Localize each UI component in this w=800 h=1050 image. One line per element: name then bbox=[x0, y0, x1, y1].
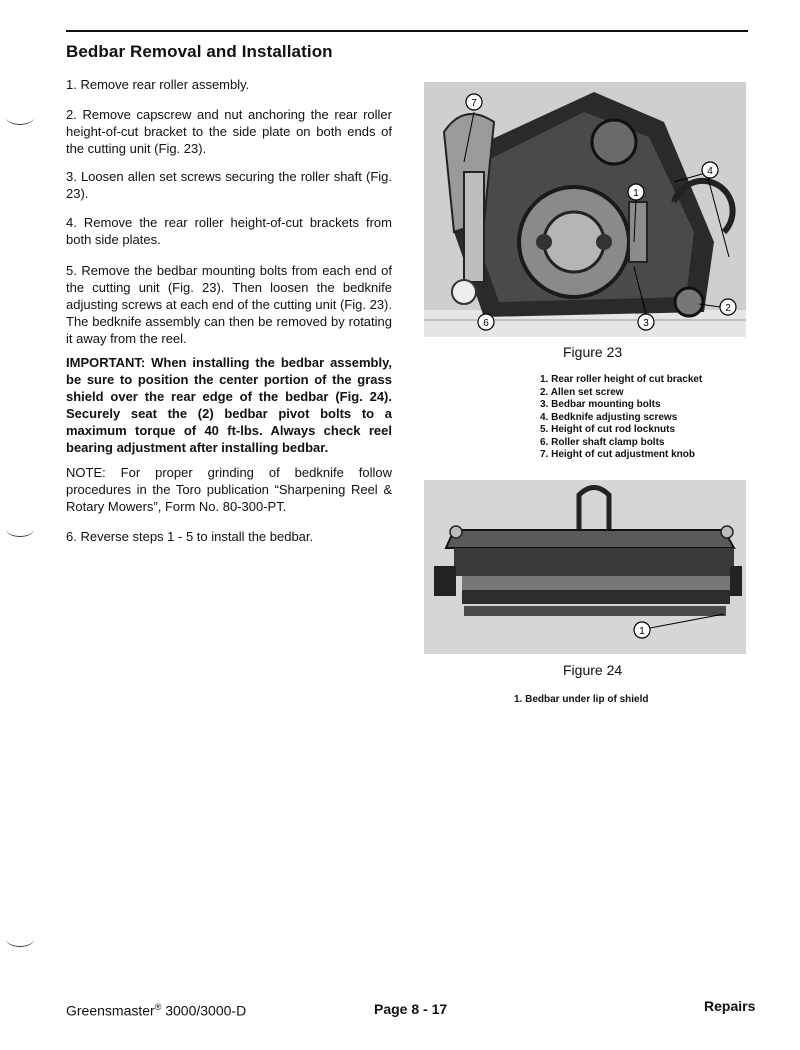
figure-24-caption: 1. Bedbar under lip of shield bbox=[514, 694, 649, 705]
footer-model: 3000/3000-D bbox=[161, 1002, 247, 1019]
figure-24-label: Figure 24 bbox=[563, 662, 623, 678]
bedbar-shield-illustration bbox=[424, 480, 746, 654]
step-2: 2. Remove capscrew and nut anchoring the rear roller height-of-cut bracket to the side plate on both ends of the cutting unit (Fig. 23). bbox=[66, 107, 392, 156]
figure-23-legend bbox=[540, 374, 702, 462]
grinding-note: NOTE: For proper grinding of bedknife follow procedures in the Toro publication “Sharpening Reel & Rotary Mowers”, Form No. 80-300-PT. bbox=[66, 465, 392, 514]
callout-1: 1 bbox=[633, 188, 639, 199]
top-rule bbox=[66, 30, 748, 32]
step-4: 4. Remove the rear roller height-of-cut brackets from both side plates. bbox=[66, 215, 392, 247]
section-title: Bedbar Removal and Installation bbox=[66, 42, 333, 61]
step-3: 3. Loosen allen set screws securing the roller shaft (Fig. 23). bbox=[66, 169, 392, 201]
legend-item: 7. Height of cut adjustment knob bbox=[540, 449, 696, 460]
callout-2: 2 bbox=[725, 303, 731, 314]
legend-item: 3. Bedbar mounting bolts bbox=[540, 399, 661, 410]
punch-hole-mark bbox=[6, 932, 34, 947]
callout-6: 6 bbox=[483, 318, 489, 329]
step-5: 5. Remove the bedbar mounting bolts from each end of the cutting unit (Fig. 23). Then loosen the bedknife adjusting screws at each end of the cutting unit (Fig. 23). The bedknife assembly can then be removed by rotating it away from the reel. bbox=[66, 263, 392, 346]
legend-item: 5. Height of cut rod locknuts bbox=[540, 424, 676, 435]
registered-mark: ® bbox=[154, 1002, 162, 1012]
legend-item: 2. Allen set screw bbox=[540, 386, 624, 398]
punch-hole-mark bbox=[6, 522, 34, 537]
figure-23-photo bbox=[424, 82, 746, 337]
legend-item: 4. Bedknife adjusting screws bbox=[540, 411, 678, 423]
callout-3: 3 bbox=[643, 318, 649, 329]
legend-item: 6. Roller shaft clamp bolts bbox=[540, 436, 665, 448]
callout-7: 7 bbox=[471, 98, 477, 109]
step-1: 1. Remove rear roller assembly. bbox=[66, 77, 250, 92]
footer-page-number: Page 8 - 17 bbox=[374, 1001, 448, 1017]
footer-product bbox=[66, 1002, 246, 1019]
callout-1: 1 bbox=[639, 626, 645, 637]
legend-item: 1. Rear roller height of cut bracket bbox=[540, 374, 703, 385]
step-6: 6. Reverse steps 1 - 5 to install the bedbar. bbox=[66, 529, 314, 544]
cutting-unit-side-illustration bbox=[424, 82, 746, 337]
footer-chapter: Repairs bbox=[704, 998, 756, 1014]
figure-23-label: Figure 23 bbox=[563, 344, 623, 360]
important-note: IMPORTANT: When installing the bedbar assembly, be sure to position the center portion of the grass shield over the rear edge of the bedbar (Fig. 24). Securely seat the (2) bedbar pivot bolts to a maximum torque of 40 ft-lbs. Always check reel bearing adjustment after installing bedbar. bbox=[66, 355, 392, 455]
callout-4: 4 bbox=[707, 166, 713, 177]
punch-hole-mark bbox=[6, 110, 34, 125]
footer-product-name: Greensmaster bbox=[66, 1002, 155, 1019]
figure-24-photo bbox=[424, 480, 746, 654]
